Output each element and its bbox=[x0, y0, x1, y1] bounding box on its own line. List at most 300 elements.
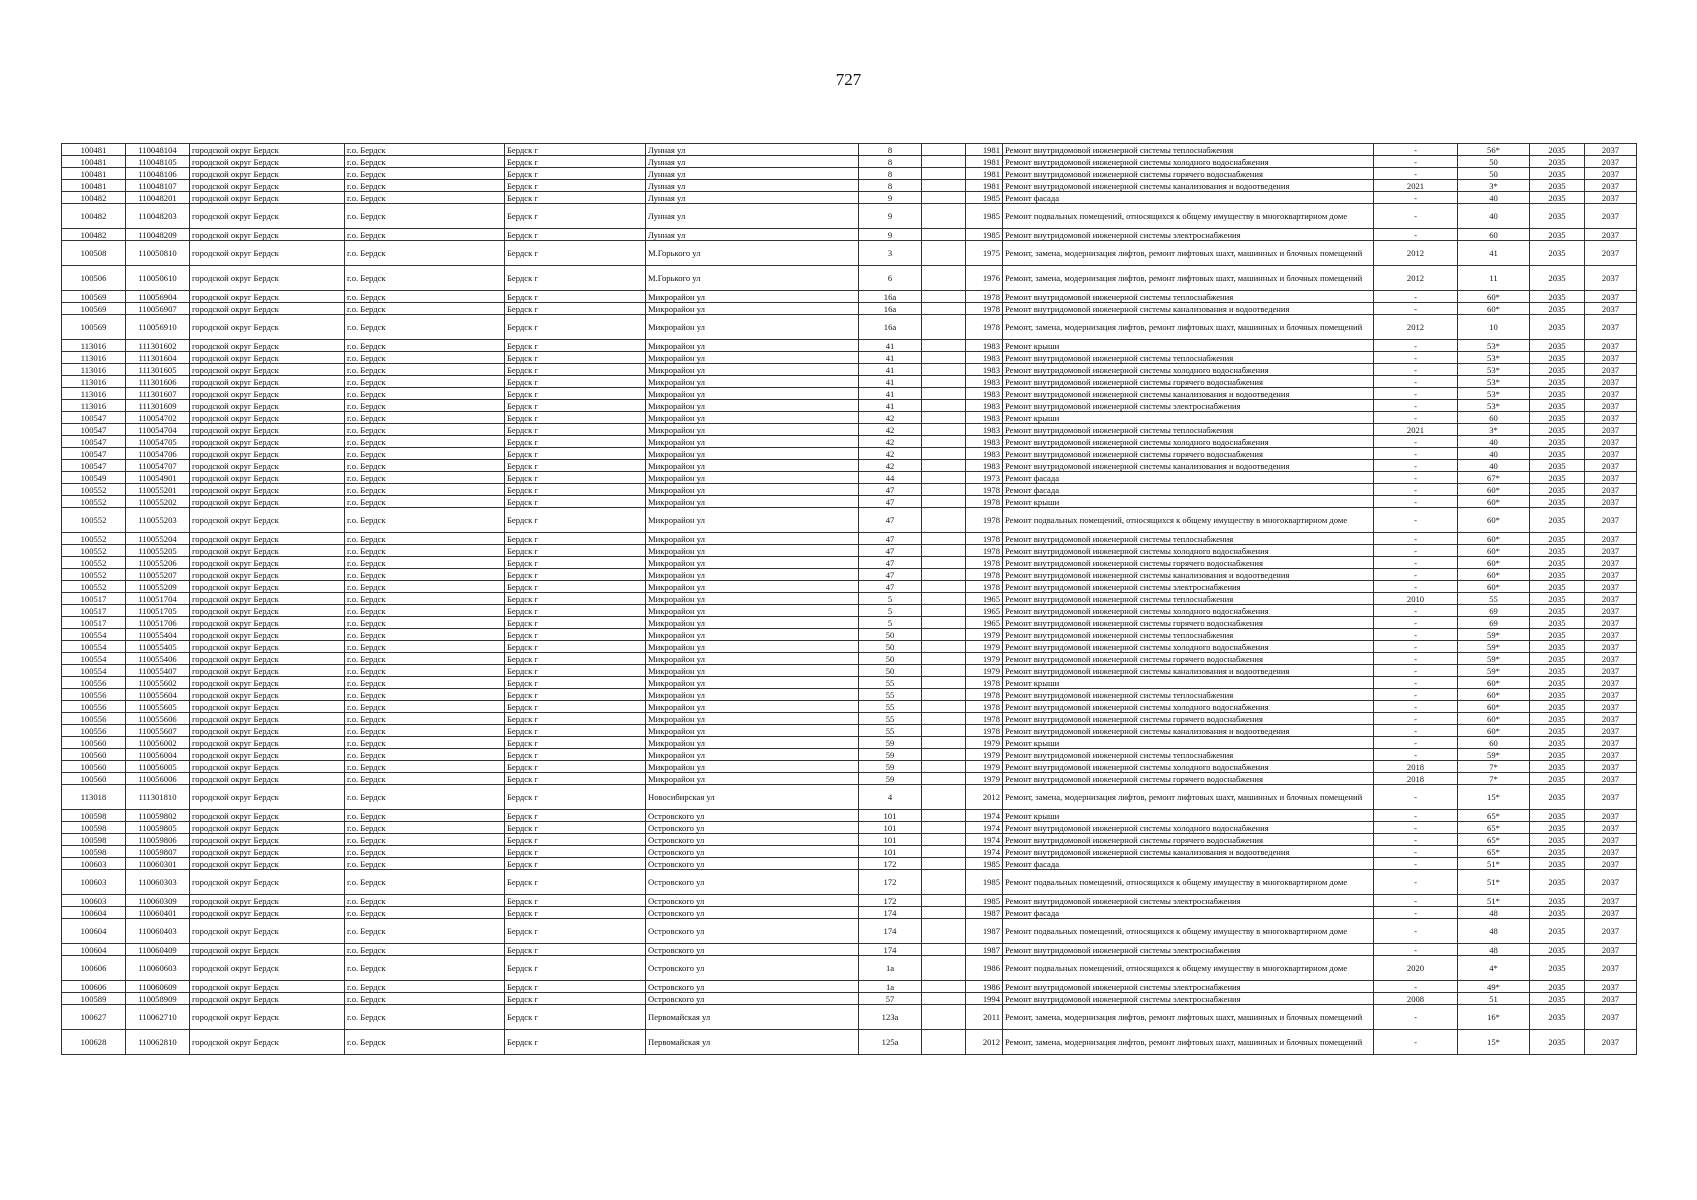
cell-settlement: Бердск г bbox=[505, 315, 646, 340]
table-row bbox=[62, 424, 1637, 436]
cell-building bbox=[922, 1030, 966, 1055]
cell-plan-end-year: 2037 bbox=[1585, 364, 1637, 376]
cell-year-built: 1973 bbox=[966, 472, 1003, 484]
cell-plan-start-year: 2035 bbox=[1530, 448, 1585, 460]
table-row bbox=[62, 919, 1637, 944]
cell-wear-percent: 56* bbox=[1458, 144, 1530, 156]
table-row bbox=[62, 641, 1637, 653]
cell-wear-percent: 41 bbox=[1458, 241, 1530, 266]
cell-wear-percent: 3* bbox=[1458, 180, 1530, 192]
cell-municipality: городской округ Бердск bbox=[190, 496, 345, 508]
cell-street: Микрорайон ул bbox=[646, 749, 859, 761]
cell-work-id: 110056904 bbox=[126, 291, 190, 303]
cell-building bbox=[922, 436, 966, 448]
cell-settlement: Бердск г bbox=[505, 412, 646, 424]
cell-municipality: городской округ Бердск bbox=[190, 291, 345, 303]
cell-house-number: 42 bbox=[859, 412, 922, 424]
cell-district: г.о. Бердск bbox=[345, 156, 505, 168]
cell-building bbox=[922, 858, 966, 870]
cell-district: г.о. Бердск bbox=[345, 665, 505, 677]
cell-plan-start-year: 2035 bbox=[1530, 701, 1585, 713]
cell-municipality: городской округ Бердск bbox=[190, 834, 345, 846]
cell-year-built: 1983 bbox=[966, 400, 1003, 412]
cell-settlement: Бердск г bbox=[505, 870, 646, 895]
cell-district: г.о. Бердск bbox=[345, 822, 505, 834]
cell-house-number: 16а bbox=[859, 315, 922, 340]
cell-year-built: 1985 bbox=[966, 229, 1003, 241]
cell-work-id: 110055406 bbox=[126, 653, 190, 665]
cell-building bbox=[922, 919, 966, 944]
cell-street: Микрорайон ул bbox=[646, 737, 859, 749]
cell-district: г.о. Бердск bbox=[345, 689, 505, 701]
cell-plan-end-year: 2037 bbox=[1585, 822, 1637, 834]
cell-house-id: 100628 bbox=[62, 1030, 126, 1055]
cell-plan-start-year: 2035 bbox=[1530, 352, 1585, 364]
table-row bbox=[62, 737, 1637, 749]
cell-house-id: 100547 bbox=[62, 436, 126, 448]
table-row bbox=[62, 822, 1637, 834]
cell-street: Микрорайон ул bbox=[646, 388, 859, 400]
cell-house-number: 41 bbox=[859, 400, 922, 412]
cell-last-repair-year: - bbox=[1374, 846, 1458, 858]
cell-wear-percent: 65* bbox=[1458, 846, 1530, 858]
cell-plan-end-year: 2037 bbox=[1585, 168, 1637, 180]
cell-work-type: Ремонт внутридомовой инженерной системы теплоснабжения bbox=[1003, 533, 1374, 545]
cell-work-type: Ремонт крыши bbox=[1003, 412, 1374, 424]
cell-municipality: городской округ Бердск bbox=[190, 352, 345, 364]
cell-house-id: 100554 bbox=[62, 653, 126, 665]
cell-year-built: 1975 bbox=[966, 241, 1003, 266]
cell-district: г.о. Бердск bbox=[345, 557, 505, 569]
cell-last-repair-year: - bbox=[1374, 545, 1458, 557]
cell-work-id: 110060303 bbox=[126, 870, 190, 895]
cell-last-repair-year: - bbox=[1374, 907, 1458, 919]
cell-house-number: 9 bbox=[859, 229, 922, 241]
cell-building bbox=[922, 412, 966, 424]
cell-work-id: 111301605 bbox=[126, 364, 190, 376]
cell-wear-percent: 48 bbox=[1458, 944, 1530, 956]
cell-plan-end-year: 2037 bbox=[1585, 749, 1637, 761]
cell-district: г.о. Бердск bbox=[345, 533, 505, 545]
table-row bbox=[62, 1005, 1637, 1030]
cell-wear-percent: 7* bbox=[1458, 773, 1530, 785]
cell-house-number: 42 bbox=[859, 448, 922, 460]
cell-plan-end-year: 2037 bbox=[1585, 677, 1637, 689]
cell-wear-percent: 53* bbox=[1458, 400, 1530, 412]
cell-street: Микрорайон ул bbox=[646, 496, 859, 508]
table-row bbox=[62, 981, 1637, 993]
cell-year-built: 1978 bbox=[966, 508, 1003, 533]
cell-municipality: городской округ Бердск bbox=[190, 677, 345, 689]
cell-plan-end-year: 2037 bbox=[1585, 956, 1637, 981]
cell-settlement: Бердск г bbox=[505, 810, 646, 822]
cell-municipality: городской округ Бердск bbox=[190, 508, 345, 533]
cell-district: г.о. Бердск bbox=[345, 810, 505, 822]
cell-building bbox=[922, 737, 966, 749]
cell-wear-percent: 48 bbox=[1458, 907, 1530, 919]
cell-plan-start-year: 2035 bbox=[1530, 1005, 1585, 1030]
cell-building bbox=[922, 229, 966, 241]
cell-plan-end-year: 2037 bbox=[1585, 156, 1637, 168]
cell-work-id: 110048104 bbox=[126, 144, 190, 156]
cell-plan-start-year: 2035 bbox=[1530, 993, 1585, 1005]
cell-house-id: 100603 bbox=[62, 858, 126, 870]
cell-street: Микрорайон ул bbox=[646, 291, 859, 303]
cell-street: Островского ул bbox=[646, 834, 859, 846]
cell-house-id: 100517 bbox=[62, 593, 126, 605]
cell-district: г.о. Бердск bbox=[345, 266, 505, 291]
cell-plan-start-year: 2035 bbox=[1530, 907, 1585, 919]
cell-last-repair-year: - bbox=[1374, 352, 1458, 364]
cell-settlement: Бердск г bbox=[505, 557, 646, 569]
cell-plan-start-year: 2035 bbox=[1530, 773, 1585, 785]
cell-work-id: 110055606 bbox=[126, 713, 190, 725]
cell-plan-end-year: 2037 bbox=[1585, 617, 1637, 629]
cell-building bbox=[922, 557, 966, 569]
cell-last-repair-year: - bbox=[1374, 569, 1458, 581]
cell-building bbox=[922, 496, 966, 508]
cell-plan-end-year: 2037 bbox=[1585, 484, 1637, 496]
cell-work-id: 110050810 bbox=[126, 241, 190, 266]
cell-municipality: городской округ Бердск bbox=[190, 956, 345, 981]
cell-municipality: городской округ Бердск bbox=[190, 858, 345, 870]
cell-wear-percent: 60* bbox=[1458, 484, 1530, 496]
cell-district: г.о. Бердск bbox=[345, 424, 505, 436]
cell-work-type: Ремонт фасада bbox=[1003, 907, 1374, 919]
cell-last-repair-year: - bbox=[1374, 785, 1458, 810]
table-row bbox=[62, 773, 1637, 785]
cell-house-number: 9 bbox=[859, 192, 922, 204]
cell-municipality: городской округ Бердск bbox=[190, 1030, 345, 1055]
cell-plan-start-year: 2035 bbox=[1530, 400, 1585, 412]
cell-district: г.о. Бердск bbox=[345, 144, 505, 156]
cell-street: Островского ул bbox=[646, 993, 859, 1005]
cell-work-type: Ремонт внутридомовой инженерной системы теплоснабжения bbox=[1003, 629, 1374, 641]
cell-street: Микрорайон ул bbox=[646, 364, 859, 376]
cell-last-repair-year: - bbox=[1374, 641, 1458, 653]
cell-wear-percent: 53* bbox=[1458, 388, 1530, 400]
cell-work-type: Ремонт внутридомовой инженерной системы холодного водоснабжения bbox=[1003, 364, 1374, 376]
cell-municipality: городской округ Бердск bbox=[190, 180, 345, 192]
cell-building bbox=[922, 870, 966, 895]
table-row bbox=[62, 388, 1637, 400]
cell-work-id: 110048105 bbox=[126, 156, 190, 168]
cell-settlement: Бердск г bbox=[505, 156, 646, 168]
cell-building bbox=[922, 701, 966, 713]
cell-building bbox=[922, 376, 966, 388]
cell-work-type: Ремонт внутридомовой инженерной системы холодного водоснабжения bbox=[1003, 701, 1374, 713]
cell-wear-percent: 53* bbox=[1458, 352, 1530, 364]
cell-work-id: 110054702 bbox=[126, 412, 190, 424]
cell-house-id: 100506 bbox=[62, 266, 126, 291]
cell-last-repair-year: - bbox=[1374, 870, 1458, 895]
cell-house-id: 100481 bbox=[62, 144, 126, 156]
cell-building bbox=[922, 303, 966, 315]
cell-plan-start-year: 2035 bbox=[1530, 241, 1585, 266]
cell-year-built: 1978 bbox=[966, 677, 1003, 689]
cell-house-id: 100517 bbox=[62, 605, 126, 617]
cell-settlement: Бердск г bbox=[505, 981, 646, 993]
cell-work-id: 110051705 bbox=[126, 605, 190, 617]
cell-last-repair-year: - bbox=[1374, 617, 1458, 629]
cell-wear-percent: 53* bbox=[1458, 376, 1530, 388]
cell-work-id: 110060609 bbox=[126, 981, 190, 993]
cell-work-type: Ремонт внутридомовой инженерной системы теплоснабжения bbox=[1003, 593, 1374, 605]
cell-plan-end-year: 2037 bbox=[1585, 725, 1637, 737]
cell-municipality: городской округ Бердск bbox=[190, 701, 345, 713]
cell-house-id: 100554 bbox=[62, 665, 126, 677]
cell-year-built: 1965 bbox=[966, 605, 1003, 617]
cell-settlement: Бердск г bbox=[505, 581, 646, 593]
cell-house-id: 100547 bbox=[62, 460, 126, 472]
cell-settlement: Бердск г bbox=[505, 858, 646, 870]
cell-work-id: 110062810 bbox=[126, 1030, 190, 1055]
cell-work-type: Ремонт внутридомовой инженерной системы горячего водоснабжения bbox=[1003, 448, 1374, 460]
cell-last-repair-year: 2012 bbox=[1374, 315, 1458, 340]
cell-house-number: 55 bbox=[859, 725, 922, 737]
table-row bbox=[62, 180, 1637, 192]
cell-plan-start-year: 2035 bbox=[1530, 605, 1585, 617]
cell-work-type: Ремонт внутридомовой инженерной системы электроснабжения bbox=[1003, 981, 1374, 993]
cell-municipality: городской округ Бердск bbox=[190, 617, 345, 629]
cell-settlement: Бердск г bbox=[505, 593, 646, 605]
cell-municipality: городской округ Бердск bbox=[190, 713, 345, 725]
cell-year-built: 1965 bbox=[966, 617, 1003, 629]
cell-building bbox=[922, 448, 966, 460]
cell-last-repair-year: - bbox=[1374, 484, 1458, 496]
cell-work-id: 110056910 bbox=[126, 315, 190, 340]
cell-house-number: 1а bbox=[859, 956, 922, 981]
table-row bbox=[62, 545, 1637, 557]
cell-municipality: городской округ Бердск bbox=[190, 168, 345, 180]
cell-building bbox=[922, 653, 966, 665]
cell-building bbox=[922, 895, 966, 907]
cell-house-number: 125а bbox=[859, 1030, 922, 1055]
cell-work-id: 110055209 bbox=[126, 581, 190, 593]
cell-work-id: 110055207 bbox=[126, 569, 190, 581]
cell-house-number: 172 bbox=[859, 870, 922, 895]
cell-house-id: 100547 bbox=[62, 424, 126, 436]
cell-street: Микрорайон ул bbox=[646, 424, 859, 436]
cell-house-number: 50 bbox=[859, 629, 922, 641]
cell-plan-end-year: 2037 bbox=[1585, 846, 1637, 858]
cell-year-built: 1983 bbox=[966, 424, 1003, 436]
cell-last-repair-year: 2021 bbox=[1374, 180, 1458, 192]
cell-plan-start-year: 2035 bbox=[1530, 858, 1585, 870]
cell-house-id: 113018 bbox=[62, 785, 126, 810]
cell-year-built: 1978 bbox=[966, 713, 1003, 725]
cell-last-repair-year: - bbox=[1374, 448, 1458, 460]
cell-last-repair-year: - bbox=[1374, 168, 1458, 180]
cell-year-built: 1979 bbox=[966, 737, 1003, 749]
table-row bbox=[62, 665, 1637, 677]
cell-building bbox=[922, 629, 966, 641]
cell-year-built: 1978 bbox=[966, 581, 1003, 593]
cell-wear-percent: 40 bbox=[1458, 436, 1530, 448]
cell-municipality: городской округ Бердск bbox=[190, 144, 345, 156]
cell-building bbox=[922, 677, 966, 689]
cell-district: г.о. Бердск bbox=[345, 204, 505, 229]
table-row bbox=[62, 834, 1637, 846]
cell-wear-percent: 60* bbox=[1458, 496, 1530, 508]
cell-work-id: 110056907 bbox=[126, 303, 190, 315]
cell-last-repair-year: - bbox=[1374, 858, 1458, 870]
table-row bbox=[62, 229, 1637, 241]
cell-year-built: 1983 bbox=[966, 412, 1003, 424]
cell-plan-end-year: 2037 bbox=[1585, 266, 1637, 291]
cell-street: Микрорайон ул bbox=[646, 448, 859, 460]
cell-building bbox=[922, 472, 966, 484]
cell-plan-start-year: 2035 bbox=[1530, 412, 1585, 424]
cell-plan-end-year: 2037 bbox=[1585, 993, 1637, 1005]
cell-plan-start-year: 2035 bbox=[1530, 846, 1585, 858]
cell-work-id: 110060409 bbox=[126, 944, 190, 956]
cell-last-repair-year: - bbox=[1374, 701, 1458, 713]
cell-wear-percent: 65* bbox=[1458, 822, 1530, 834]
cell-work-id: 110055407 bbox=[126, 665, 190, 677]
cell-plan-end-year: 2037 bbox=[1585, 229, 1637, 241]
cell-street: Микрорайон ул bbox=[646, 581, 859, 593]
cell-building bbox=[922, 785, 966, 810]
cell-year-built: 1985 bbox=[966, 858, 1003, 870]
cell-street: Микрорайон ул bbox=[646, 315, 859, 340]
cell-municipality: городской округ Бердск bbox=[190, 388, 345, 400]
cell-house-number: 41 bbox=[859, 388, 922, 400]
cell-house-id: 100604 bbox=[62, 944, 126, 956]
cell-municipality: городской округ Бердск bbox=[190, 907, 345, 919]
cell-last-repair-year: 2020 bbox=[1374, 956, 1458, 981]
cell-year-built: 1978 bbox=[966, 303, 1003, 315]
cell-settlement: Бердск г bbox=[505, 533, 646, 545]
cell-municipality: городской округ Бердск bbox=[190, 204, 345, 229]
cell-last-repair-year: - bbox=[1374, 822, 1458, 834]
cell-street: Микрорайон ул bbox=[646, 569, 859, 581]
cell-house-id: 100556 bbox=[62, 677, 126, 689]
cell-street: Лунная ул bbox=[646, 229, 859, 241]
cell-house-id: 100569 bbox=[62, 303, 126, 315]
cell-street: Островского ул bbox=[646, 907, 859, 919]
cell-municipality: городской округ Бердск bbox=[190, 653, 345, 665]
cell-municipality: городской округ Бердск bbox=[190, 810, 345, 822]
cell-plan-start-year: 2035 bbox=[1530, 472, 1585, 484]
cell-district: г.о. Бердск bbox=[345, 364, 505, 376]
cell-building bbox=[922, 761, 966, 773]
cell-building bbox=[922, 846, 966, 858]
cell-year-built: 1983 bbox=[966, 352, 1003, 364]
cell-plan-start-year: 2035 bbox=[1530, 1030, 1585, 1055]
cell-district: г.о. Бердск bbox=[345, 508, 505, 533]
cell-municipality: городской округ Бердск bbox=[190, 315, 345, 340]
cell-house-number: 41 bbox=[859, 364, 922, 376]
cell-last-repair-year: - bbox=[1374, 192, 1458, 204]
cell-municipality: городской округ Бердск bbox=[190, 229, 345, 241]
cell-wear-percent: 40 bbox=[1458, 460, 1530, 472]
cell-house-id: 100556 bbox=[62, 701, 126, 713]
cell-wear-percent: 60* bbox=[1458, 701, 1530, 713]
cell-year-built: 1981 bbox=[966, 144, 1003, 156]
cell-wear-percent: 60* bbox=[1458, 713, 1530, 725]
cell-plan-start-year: 2035 bbox=[1530, 192, 1585, 204]
cell-last-repair-year: - bbox=[1374, 557, 1458, 569]
cell-plan-start-year: 2035 bbox=[1530, 810, 1585, 822]
table-row bbox=[62, 689, 1637, 701]
cell-settlement: Бердск г bbox=[505, 204, 646, 229]
cell-plan-end-year: 2037 bbox=[1585, 858, 1637, 870]
cell-house-number: 55 bbox=[859, 713, 922, 725]
cell-plan-end-year: 2037 bbox=[1585, 641, 1637, 653]
cell-house-number: 47 bbox=[859, 533, 922, 545]
cell-plan-start-year: 2035 bbox=[1530, 156, 1585, 168]
table-row bbox=[62, 761, 1637, 773]
cell-house-id: 100560 bbox=[62, 737, 126, 749]
cell-building bbox=[922, 944, 966, 956]
cell-house-number: 8 bbox=[859, 156, 922, 168]
cell-plan-start-year: 2035 bbox=[1530, 291, 1585, 303]
cell-plan-start-year: 2035 bbox=[1530, 229, 1585, 241]
table-row bbox=[62, 725, 1637, 737]
cell-year-built: 1985 bbox=[966, 870, 1003, 895]
cell-house-number: 44 bbox=[859, 472, 922, 484]
cell-work-id: 110054705 bbox=[126, 436, 190, 448]
cell-municipality: городской округ Бердск bbox=[190, 436, 345, 448]
cell-district: г.о. Бердск bbox=[345, 677, 505, 689]
cell-street: Островского ул bbox=[646, 858, 859, 870]
cell-work-type: Ремонт внутридомовой инженерной системы электроснабжения bbox=[1003, 993, 1374, 1005]
cell-last-repair-year: - bbox=[1374, 737, 1458, 749]
table-row bbox=[62, 364, 1637, 376]
cell-plan-start-year: 2035 bbox=[1530, 484, 1585, 496]
cell-street: Микрорайон ул bbox=[646, 773, 859, 785]
cell-house-number: 5 bbox=[859, 605, 922, 617]
cell-district: г.о. Бердск bbox=[345, 870, 505, 895]
table-row bbox=[62, 749, 1637, 761]
cell-year-built: 1983 bbox=[966, 388, 1003, 400]
cell-plan-start-year: 2035 bbox=[1530, 340, 1585, 352]
cell-house-number: 5 bbox=[859, 617, 922, 629]
cell-work-id: 110055202 bbox=[126, 496, 190, 508]
cell-house-id: 100604 bbox=[62, 919, 126, 944]
cell-building bbox=[922, 713, 966, 725]
cell-house-number: 16а bbox=[859, 291, 922, 303]
cell-house-id: 100606 bbox=[62, 956, 126, 981]
cell-plan-start-year: 2035 bbox=[1530, 822, 1585, 834]
cell-work-type: Ремонт внутридомовой инженерной системы канализования и водоотведения bbox=[1003, 460, 1374, 472]
table-row bbox=[62, 581, 1637, 593]
cell-municipality: городской округ Бердск bbox=[190, 581, 345, 593]
cell-work-id: 110054901 bbox=[126, 472, 190, 484]
cell-municipality: городской округ Бердск bbox=[190, 761, 345, 773]
cell-building bbox=[922, 364, 966, 376]
cell-work-type: Ремонт внутридомовой инженерной системы горячего водоснабжения bbox=[1003, 557, 1374, 569]
cell-district: г.о. Бердск bbox=[345, 460, 505, 472]
cell-wear-percent: 60 bbox=[1458, 229, 1530, 241]
cell-plan-start-year: 2035 bbox=[1530, 641, 1585, 653]
cell-district: г.о. Бердск bbox=[345, 315, 505, 340]
cell-last-repair-year: - bbox=[1374, 472, 1458, 484]
cell-wear-percent: 60 bbox=[1458, 412, 1530, 424]
cell-street: Микрорайон ул bbox=[646, 605, 859, 617]
cell-street: Микрорайон ул bbox=[646, 412, 859, 424]
table-row bbox=[62, 557, 1637, 569]
cell-work-type: Ремонт подвальных помещений, относящихся к общему имуществу в многоквартирном доме bbox=[1003, 508, 1374, 533]
cell-district: г.о. Бердск bbox=[345, 593, 505, 605]
cell-street: Островского ул bbox=[646, 846, 859, 858]
cell-district: г.о. Бердск bbox=[345, 993, 505, 1005]
cell-house-number: 42 bbox=[859, 436, 922, 448]
cell-street: Микрорайон ул bbox=[646, 701, 859, 713]
cell-settlement: Бердск г bbox=[505, 653, 646, 665]
cell-district: г.о. Бердск bbox=[345, 981, 505, 993]
